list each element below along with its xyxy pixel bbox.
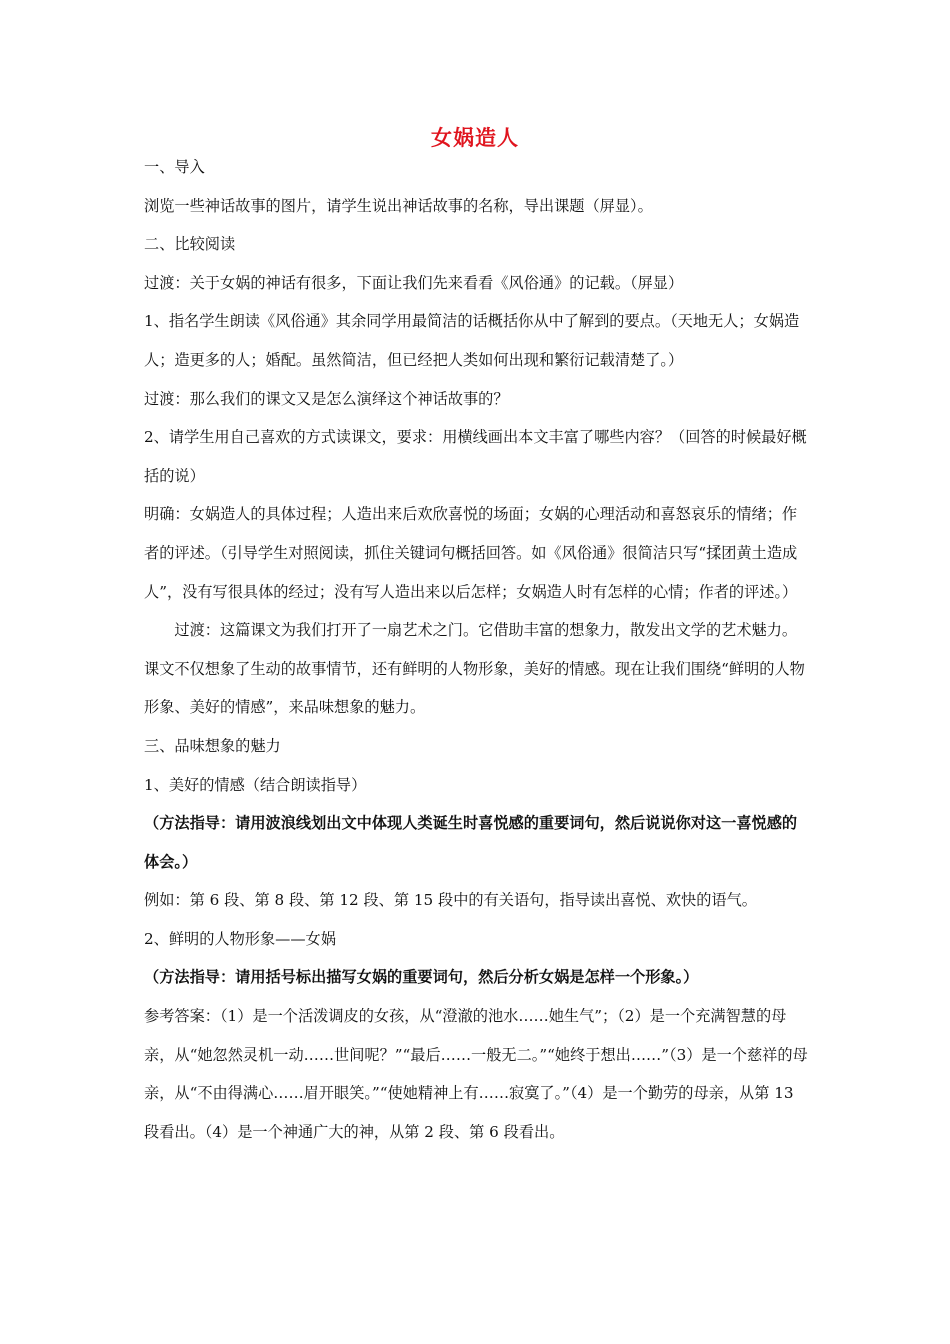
document-title: 女娲造人 [431,125,519,150]
section-heading-comparison: 二、比较阅读 [144,235,236,254]
paragraph: 过渡：那么我们的课文又是怎么演绎这个神话故事的？ [144,389,509,408]
paragraph: 浏览一些神话故事的图片，请学生说出神话故事的名称，导出课题（屏显）。 [144,196,653,215]
section-heading-intro: 一、导入 [144,158,205,176]
document-body [144,148,812,1151]
paragraph: 1、指名学生朗读《风俗通》其余同学用最简洁的话概括你从中了解到的要点。（天地无人；女娲造人；造更多的人；婚配。虽然简洁，但已经把人类如何出现和繁衍记载清楚了。） [144,312,800,369]
paragraph: 2、请学生用自己喜欢的方式读课文，要求：用横线画出本文丰富了哪些内容？（回答的时候最好概括的说） [144,428,807,485]
subheading: 1、美好的情感（结合朗读指导） [144,775,367,794]
subheading: 2、鲜明的人物形象——女娲 [144,929,336,948]
paragraph: 过渡：关于女娲的神话有很多，下面让我们先来看看《风俗通》的记载。（屏显） [144,273,684,292]
paragraph: 明确：女娲造人的具体过程；人造出来后欢欣喜悦的场面；女娲的心理活动和喜怒哀乐的情绪；作者的评述。（引导学生对照阅读，抓住关键词句概括回答。如《风俗通》很简洁只写“揉团黄土造成人”，没有写很具体的经过；没有写人造出来以后怎样；女娲造人时有怎样的心情；作者的评述。） [144,505,798,601]
reference-answer: 参考答案：（1）是一个活泼调皮的女孩，从“澄澈的池水……她生气”；（2）是一个充满智慧的母亲，从“她忽然灵机一动……世间呢？”“最后……一般无二。”“她终于想出……”（3）是一个慈祥的母亲，从“不由得满心……眉开眼笑。”“使她精神上有……寂寞了。”（4）是一个勤劳的母亲，从第 13 段看出。（4）是一个神通广大的神，从第 2 段、第 6 段看出。 [144,1007,808,1141]
section-heading-appreciation: 三、品味想象的魅力 [144,736,281,755]
method-guidance: （方法指导：请用括号标出描写女娲的重要词句，然后分析女娲是怎样一个形象。） [144,968,699,987]
method-guidance: （方法指导：请用波浪线划出文中体现人类诞生时喜悦感的重要词句，然后说说你对这一喜悦感的体会。） [144,814,798,871]
paragraph-indented: 过渡：这篇课文为我们打开了一扇艺术之门。它借助丰富的想象力，散发出文学的艺术魅力。课文不仅想象了生动的故事情节，还有鲜明的人物形象，美好的情感。现在让我们围绕“鲜明的人物形象、美好的情感”，来品味想象的魅力。 [144,621,805,717]
paragraph: 例如：第 6 段、第 8 段、第 12 段、第 15 段中的有关语句，指导读出喜悦、欢快的语气。 [144,891,757,910]
